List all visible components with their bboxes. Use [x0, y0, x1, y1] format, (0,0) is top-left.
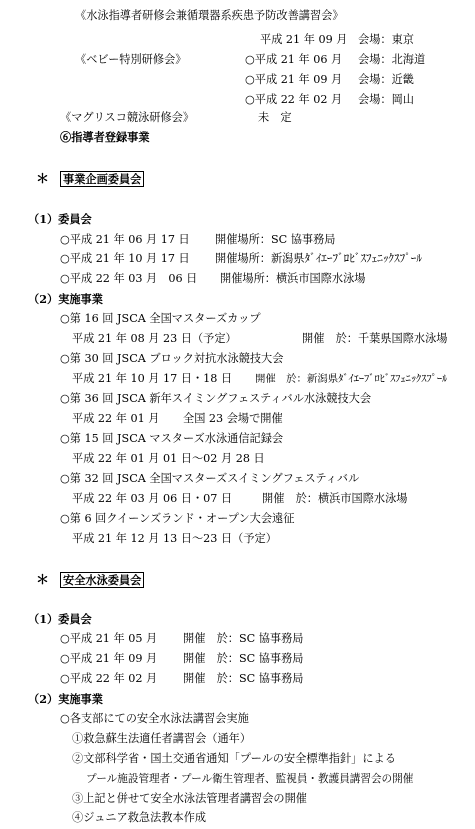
- project-item: ③上記と併せて安全水泳法管理者講習会の開催: [72, 792, 307, 805]
- section-marker: ＊: [36, 172, 50, 187]
- project-title: ○第 32 回 JSCA 全国マスターズスイミングフェスティバル: [60, 472, 360, 485]
- project-title: ○第 15 回 JSCA マスターズ水泳通信記録会: [60, 432, 284, 445]
- committee-heading: （1）委員会: [28, 212, 92, 226]
- meeting-date: ○平成 21 年 09 月: [60, 652, 158, 665]
- project-place: 開催 於：新潟県ﾀﾞｲｴｰﾌﾞﾛﾋﾞｽﾌｪﾆｯｸｽﾌﾟｰﾙ: [255, 373, 448, 385]
- projects-heading: （2）実施事業: [28, 292, 103, 306]
- project-date: 平成 22 年 01 月: [72, 412, 160, 425]
- meeting-place: 開催 於：SC 協事務局: [183, 672, 304, 685]
- seminar2-session-date: ○平成 22 年 02 月: [245, 93, 343, 106]
- project-item: ①救急蘇生法適任者講習会（通年）: [72, 732, 252, 745]
- project-date: 平成 22 年 01 月 01 日～02 月 28 日: [72, 452, 265, 465]
- projects-heading: （2）実施事業: [28, 692, 103, 706]
- seminar3-status: 未 定: [258, 111, 292, 124]
- section-title: [60, 573, 144, 587]
- project-date: 平成 21 年 10 月 17 日・18 日: [72, 372, 233, 385]
- project-date: 平成 22 年 03 月 06 日・07 日: [72, 492, 233, 505]
- meeting-date: ○平成 21 年 05 月: [60, 632, 158, 645]
- project-item: ④ジュニア救急法教本作成: [72, 811, 207, 824]
- seminar2-title: 《ベビー特別研修会》: [75, 53, 187, 66]
- seminar2-session-date: ○平成 21 年 09 月: [245, 73, 343, 86]
- committee-heading: （1）委員会: [28, 612, 92, 626]
- project-item: ②文部科学省・国土交通省通知「プールの安全標準指針」による: [72, 752, 396, 765]
- meeting-date: ○平成 21 年 10 月 17 日: [60, 252, 190, 265]
- meeting-date: ○平成 22 年 02 月: [60, 672, 158, 685]
- project-title: ○第 16 回 JSCA 全国マスターズカップ: [60, 312, 261, 325]
- project-date: 平成 21 年 08 月 23 日（予定）: [72, 332, 237, 345]
- project-item: プール施設管理者・プール衛生管理者、監視員・教護員講習会の開催: [86, 773, 414, 785]
- meeting-date: ○平成 21 年 06 月 17 日: [60, 233, 190, 246]
- seminar1-venue: 会場：東京: [358, 33, 414, 46]
- seminar2-session-venue: 会場：北海道: [358, 53, 426, 66]
- item6-label: ⑥指導者登録事業: [60, 130, 150, 144]
- meeting-place: 開催場所：横浜市国際水泳場: [220, 272, 366, 285]
- meeting-place: 開催 於：SC 協事務局: [183, 632, 304, 645]
- project-title: ○第 36 回 JSCA 新年スイミングフェスティバル水泳競技大会: [60, 392, 372, 405]
- project-intro: ○各支部にての安全水泳法講習会実施: [60, 712, 249, 725]
- section-title: [60, 172, 144, 186]
- section-title-text: 安全水泳委員会: [60, 572, 144, 588]
- section-marker: ＊: [36, 573, 50, 588]
- seminar3-title: 《マグリスコ競泳研修会》: [60, 111, 195, 124]
- seminar2-session-venue: 会場：近畿: [358, 73, 414, 86]
- meeting-place: 開催 於：SC 協事務局: [183, 652, 304, 665]
- seminar1-title: 《水泳指導者研修会兼循環器系疾患予防改善講習会》: [75, 9, 344, 22]
- project-place: 開催 於：千葉県国際水泳場: [302, 332, 448, 345]
- section-title-text: 事業企画委員会: [60, 171, 144, 187]
- seminar2-session-venue: 会場：岡山: [358, 93, 414, 106]
- seminar1-date: 平成 21 年 09 月: [260, 33, 348, 46]
- meeting-place: 開催場所：SC 協事務局: [215, 233, 336, 246]
- project-place: 開催 於：横浜市国際水泳場: [262, 492, 408, 505]
- project-title: ○第 30 回 JSCA ブロック対抗水泳競技大会: [60, 352, 284, 365]
- project-date: 平成 21 年 12 月 13 日～23 日（予定）: [72, 532, 277, 545]
- meeting-date: ○平成 22 年 03 月 06 日: [60, 272, 198, 285]
- project-place: 全国 23 会場で開催: [183, 412, 283, 425]
- seminar2-session-date: ○平成 21 年 06 月: [245, 53, 343, 66]
- meeting-place: 開催場所：新潟県ﾀﾞｲｴｰﾌﾞﾛﾋﾞｽﾌｪﾆｯｸｽﾌﾟｰﾙ: [215, 252, 422, 265]
- project-title: ○第 6 回クイーンズランド・オープン大会遠征: [60, 512, 295, 525]
